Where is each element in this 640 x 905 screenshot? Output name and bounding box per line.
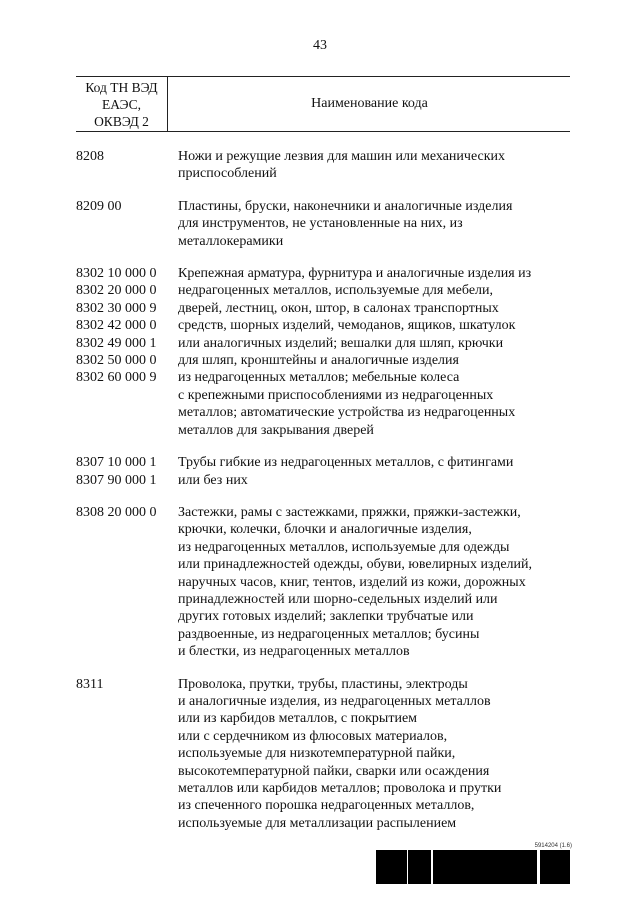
code-table-body (76, 148, 576, 847)
description-line: крючки, колечки, блочки и аналогичные изделия, (178, 522, 472, 538)
code-cell (76, 198, 178, 250)
code-value: 8208 (76, 149, 104, 164)
description-line: используемые для металлизации распылением (178, 815, 457, 831)
description-line: с крепежными приспособлениями из недрагоценных (178, 387, 494, 403)
code-value: 8307 90 000 1 (76, 472, 157, 488)
table-row (76, 454, 576, 489)
code-cell (76, 454, 178, 489)
table-row (76, 504, 576, 661)
header-code-line: Код ТН ВЭД (85, 80, 158, 95)
code-value: 8302 30 000 9 (76, 300, 157, 316)
description-line: и аналогичные изделия, из недрагоценных металлов (178, 693, 491, 709)
description-line: других готовых изделий; заклепки трубчатые или (178, 609, 474, 625)
table-row (76, 676, 576, 833)
code-value: 8302 49 000 1 (76, 335, 157, 351)
description-line: для шляп, кронштейны и аналогичные изделия (178, 353, 459, 369)
description-line: или аналогичных изделий; вешалки для шляп, крючки (178, 335, 504, 351)
code-value: 8311 (76, 676, 104, 692)
description-line: металлов для закрывания дверей (178, 422, 374, 438)
description-line: или принадлежностей одежды, обуви, ювелирных изделий, (178, 557, 533, 573)
header-name-column: Наименование кода (311, 96, 428, 111)
description-line: Ножи и режущие лезвия для машин или механических (178, 149, 506, 164)
description-cell (178, 265, 576, 439)
description-line: Трубы гибкие из недрагоценных металлов, с фитингами (178, 455, 514, 471)
code-value: 8302 20 000 0 (76, 283, 157, 299)
code-value: 8307 10 000 1 (76, 455, 157, 471)
page-number: 43 (313, 38, 327, 53)
description-cell (178, 198, 576, 250)
description-line: или с сердечником из флюсовых материалов, (178, 728, 448, 744)
header-code-line: ЕАЭС, (102, 97, 141, 112)
description-line: или без них (178, 472, 248, 488)
header-code-line: ОКВЭД 2 (94, 114, 149, 129)
description-line: или из карбидов металлов, с покрытием (178, 711, 418, 727)
code-value: 8308 20 000 0 (76, 504, 157, 520)
code-value: 8302 60 000 9 (76, 370, 157, 386)
document-barcode (376, 843, 572, 884)
barcode-caption: 5914204 (1.6) (534, 843, 572, 849)
table-row (76, 265, 576, 439)
description-line: наручных часов, книг, тентов, изделий из кожи, дорожных (178, 574, 526, 590)
code-cell (76, 676, 178, 833)
description-line: средств, шорных изделий, чемоданов, ящиков, шкатулок (178, 318, 516, 334)
description-line: приспособлений (178, 166, 277, 182)
code-value: 8302 10 000 0 (76, 266, 157, 282)
description-line: из спеченного порошка недрагоценных металлов, (178, 798, 475, 814)
description-cell (178, 504, 576, 661)
code-cell (76, 504, 178, 661)
description-line: из недрагоценных металлов, используемые для одежды (178, 539, 510, 555)
table-header (76, 76, 570, 132)
description-line: принадлежностей или шорно-седельных изделий или (178, 591, 498, 607)
code-cell (76, 148, 178, 183)
description-line: дверей, лестниц, окон, штор, в салонах транспортных (178, 300, 499, 316)
description-cell (178, 454, 576, 489)
description-cell (178, 148, 576, 183)
description-line: Крепежная арматура, фурнитура и аналогичные изделия из (178, 266, 532, 282)
description-line: Пластины, бруски, наконечники и аналогичные изделия (178, 198, 513, 214)
description-line: недрагоценных металлов, используемые для мебели, (178, 283, 494, 299)
code-cell (76, 265, 178, 439)
description-line: металлов или карбидов металлов; проволока и прутки (178, 781, 502, 796)
description-line: высокотемпературной пайки, сварки или осаждения (178, 763, 490, 779)
table-row (76, 148, 576, 183)
code-value: 8302 42 000 0 (76, 318, 157, 334)
description-line: используемые для низкотемпературной пайки, (178, 746, 456, 762)
description-line: металлокерамики (178, 233, 284, 249)
code-value: 8209 00 (76, 198, 122, 214)
description-line: раздвоенные, из недрагоценных металлов; бусины (178, 626, 480, 642)
description-line: и блестки, из недрагоценных металлов (178, 644, 410, 660)
description-line: из недрагоценных металлов; мебельные колеса (178, 370, 460, 386)
code-value: 8302 50 000 0 (76, 353, 157, 369)
barcode-icon (376, 850, 572, 884)
description-cell (178, 676, 576, 833)
description-line: Проволока, прутки, трубы, пластины, электроды (178, 676, 468, 692)
table-row (76, 198, 576, 250)
header-code-column (76, 77, 168, 131)
description-line: Застежки, рамы с застежками, пряжки, пряжки-застежки, (178, 504, 521, 520)
description-line: для инструментов, не установленные на них, из (178, 216, 463, 232)
description-line: металлов; автоматические устройства из недрагоценных (178, 405, 516, 421)
